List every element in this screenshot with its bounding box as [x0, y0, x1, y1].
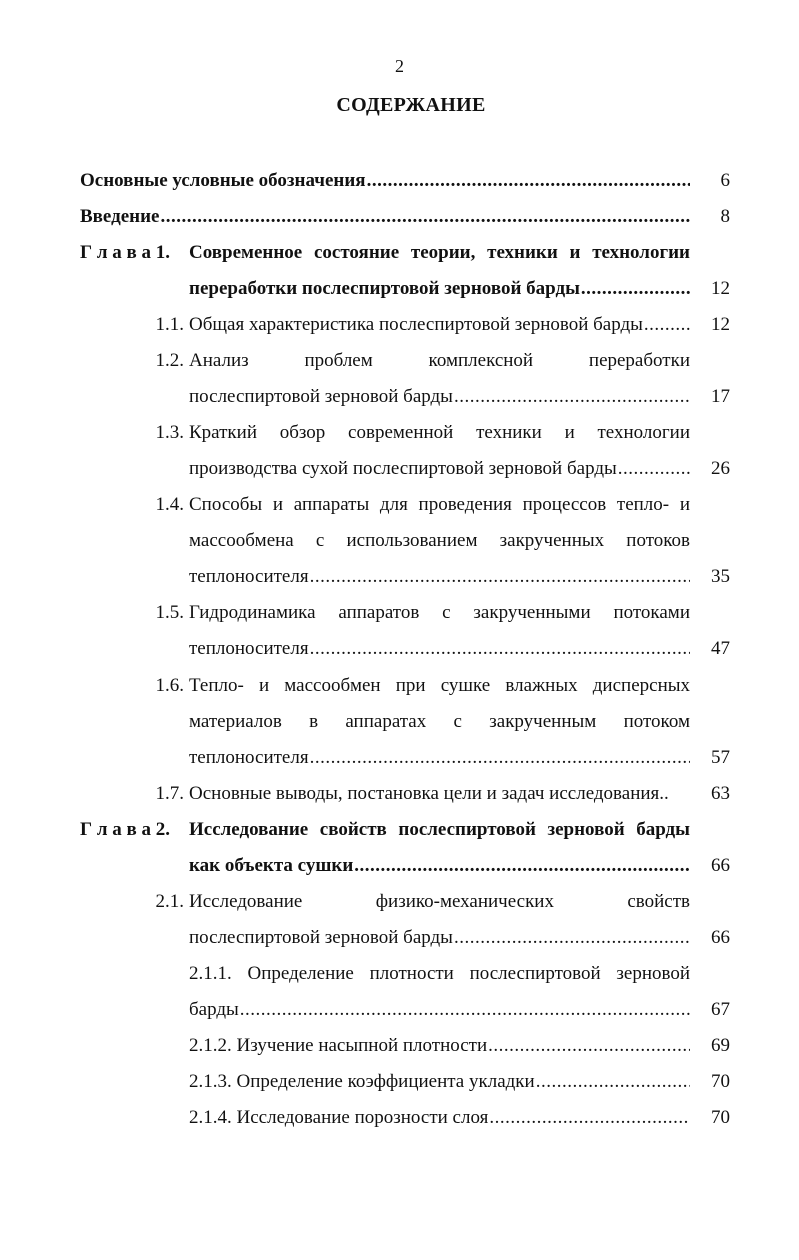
- leader-dots: [354, 853, 690, 879]
- toc-entry-text: 2.1.2. Изучение насыпной плотности: [189, 1035, 488, 1056]
- toc-entry-2-1-line1[interactable]: Исследование физико-механических свойств: [189, 891, 690, 912]
- toc-page: 47: [711, 638, 730, 659]
- toc-entry-1-4[interactable]: [189, 564, 690, 590]
- toc-page: 8: [720, 206, 730, 227]
- toc-entry-notation[interactable]: [80, 168, 690, 194]
- toc-page: 6: [720, 170, 730, 191]
- toc-page: 12: [711, 278, 730, 299]
- toc-entry-1-5[interactable]: [189, 636, 690, 662]
- chapter-label: Г л а в а 2.: [80, 819, 171, 840]
- toc-entry-ch2-line1[interactable]: Исследование свойств послеспиртовой зерновой барды: [189, 819, 690, 840]
- toc-entry-text: Основные условные обозначения: [80, 170, 366, 191]
- section-number: 1.1.: [155, 314, 184, 335]
- toc-page: 17: [711, 386, 730, 407]
- toc-entry-1-5-line1[interactable]: Гидродинамика аппаратов с закрученными потоками: [189, 602, 690, 623]
- toc-entry-1-1[interactable]: [189, 312, 690, 338]
- toc-entry-text: Общая характеристика послеспиртовой зерновой барды: [189, 314, 643, 335]
- toc-entry-text: производства сухой послеспиртовой зерновой барды: [189, 458, 617, 479]
- toc-entry-text: теплоносителя: [189, 747, 309, 768]
- section-number: 2.1.: [155, 891, 184, 912]
- toc-entry-text: теплоносителя: [189, 638, 309, 659]
- section-number: 1.7.: [155, 783, 184, 804]
- toc-page: 63: [711, 783, 730, 804]
- page-title: СОДЕРЖАНИЕ: [336, 94, 486, 116]
- toc-entry-2-1-1-line1[interactable]: 2.1.1. Определение плотности послеспиртовой зерновой: [189, 963, 690, 984]
- toc-entry-1-4-line1[interactable]: Способы и аппараты для проведения процессов тепло- и: [189, 494, 690, 515]
- section-number: 1.3.: [155, 422, 184, 443]
- toc-entry-1-7[interactable]: Основные выводы, постановка цели и задач исследования..: [189, 783, 669, 804]
- leader-dots: [644, 312, 690, 338]
- toc-page: 67: [711, 999, 730, 1020]
- toc-entry-text: переработки послеспиртовой зерновой барды: [189, 278, 580, 299]
- leader-dots: [310, 745, 690, 771]
- toc-page: 69: [711, 1035, 730, 1056]
- toc-entry-1-3[interactable]: [189, 456, 690, 482]
- toc-entry-2-1-4[interactable]: [189, 1105, 690, 1131]
- leader-dots: [454, 384, 690, 410]
- toc-entry-1-4-line2[interactable]: массообмена с использованием закрученных потоков: [189, 530, 690, 551]
- toc-entry-ch1-line1[interactable]: Современное состояние теории, техники и технологии: [189, 242, 690, 263]
- leader-dots: [618, 456, 690, 482]
- toc-entry-text: 2.1.3. Определение коэффициента укладки: [189, 1071, 535, 1092]
- toc-entry-1-2[interactable]: [189, 384, 690, 410]
- toc-entry-text: послеспиртовой зерновой барды: [189, 386, 453, 407]
- toc-entry-2-1-2[interactable]: [189, 1033, 690, 1059]
- toc-entry-text: 2.1.4. Исследование порозности слоя: [189, 1107, 489, 1128]
- toc-page: 66: [711, 927, 730, 948]
- toc-entry-ch1[interactable]: [189, 276, 690, 302]
- toc-page: 26: [711, 458, 730, 479]
- toc-entry-text: теплоносителя: [189, 566, 309, 587]
- toc-page: 35: [711, 566, 730, 587]
- toc-entry-1-3-line1[interactable]: Краткий обзор современной техники и технологии: [189, 422, 690, 443]
- toc-entry-text: Введение: [80, 206, 160, 227]
- leader-dots: [581, 276, 690, 302]
- leader-dots: [489, 1105, 690, 1131]
- toc-entry-1-6[interactable]: [189, 745, 690, 771]
- toc-entry-2-1[interactable]: [189, 925, 690, 951]
- toc-entry-1-6-line2[interactable]: материалов в аппаратах с закрученным потоком: [189, 711, 690, 732]
- section-number: 1.5.: [155, 602, 184, 623]
- section-number: 1.4.: [155, 494, 184, 515]
- leader-dots: [536, 1069, 690, 1095]
- toc-page: 66: [711, 855, 730, 876]
- section-number: 1.2.: [155, 350, 184, 371]
- toc-entry-ch2[interactable]: [189, 853, 690, 879]
- toc-entry-text: послеспиртовой зерновой барды: [189, 927, 453, 948]
- leader-dots: [488, 1033, 690, 1059]
- toc-page: 70: [711, 1071, 730, 1092]
- leader-dots: [161, 204, 691, 230]
- toc-entry-intro[interactable]: [80, 204, 690, 230]
- section-number: 1.6.: [155, 675, 184, 696]
- toc-entry-text: как объекта сушки: [189, 855, 354, 876]
- leader-dots: [240, 997, 690, 1023]
- toc-entry-text: барды: [189, 999, 239, 1020]
- page-number: 2: [395, 56, 404, 76]
- toc-page: 12: [711, 314, 730, 335]
- toc-entry-2-1-3[interactable]: [189, 1069, 690, 1095]
- toc-entry-1-6-line1[interactable]: Тепло- и массообмен при сушке влажных дисперсных: [189, 675, 690, 696]
- leader-dots: [454, 925, 690, 951]
- chapter-label: Г л а в а 1.: [80, 242, 171, 263]
- toc-entry-2-1-1[interactable]: [189, 997, 690, 1023]
- leader-dots: [367, 168, 690, 194]
- toc-page: 70: [711, 1107, 730, 1128]
- toc-page: 57: [711, 747, 730, 768]
- toc-entry-1-2-line1[interactable]: Анализ проблем комплексной переработки: [189, 350, 690, 371]
- leader-dots: [310, 636, 690, 662]
- leader-dots: [310, 564, 690, 590]
